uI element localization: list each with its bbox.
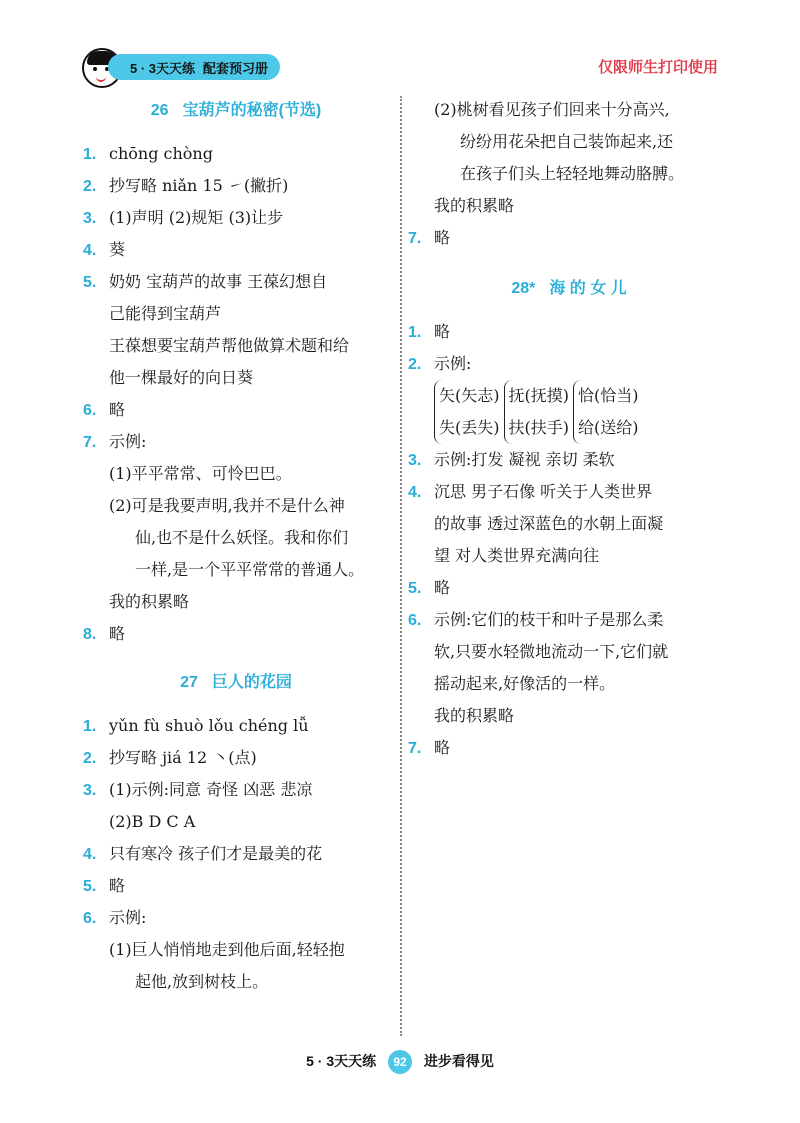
- answer-line: 1. 略: [408, 322, 451, 341]
- answer-line: [408, 126, 730, 158]
- brace-pair: [434, 380, 500, 444]
- header-logo: [68, 44, 368, 90]
- answer-text: yǔn fù shuò lǒu chéng lǚ: [109, 716, 309, 735]
- answer-line: [408, 158, 730, 190]
- pair-word: 扶(扶手): [508, 418, 569, 437]
- answer-text: 他一棵最好的向日葵: [109, 368, 254, 387]
- answer-line: [83, 710, 389, 742]
- pair-word: 恰(恰当): [578, 386, 639, 405]
- answer-text: 抄写略 niǎn 15 ㇀(撇折): [109, 176, 289, 195]
- answer-line: [83, 330, 389, 362]
- answer-text: 沉思 男子石像 听关于人类世界: [434, 482, 653, 501]
- answer-text: (1)平平常常、可怜巴巴。: [109, 464, 292, 483]
- answer-text: 略: [434, 228, 451, 247]
- item-number: 1.: [83, 146, 97, 163]
- badge-title: 5 · 3天天练: [130, 60, 196, 76]
- item-number: 4.: [408, 484, 422, 501]
- answer-line: [83, 490, 389, 522]
- answers-26: [83, 138, 389, 650]
- answer-text: 己能得到宝葫芦: [109, 304, 222, 323]
- answer-text: 略: [109, 876, 126, 895]
- brace-pair: [504, 380, 570, 444]
- character-pairs: [408, 380, 730, 444]
- pair-word: 失(丢失): [439, 418, 500, 437]
- answer-text: 摇动起来,好像活的一样。: [434, 674, 616, 693]
- answer-text: (1)示例:同意 奇怪 凶恶 悲凉: [109, 780, 313, 799]
- answer-text: 略: [434, 738, 451, 757]
- answer-text: 我的积累略: [434, 196, 515, 215]
- item-number: 7.: [408, 740, 422, 757]
- answer-text: 抄写略 jiá 12 ㇔(点): [109, 748, 257, 767]
- answer-text: 葵: [109, 240, 126, 259]
- item-number: 4.: [83, 242, 97, 259]
- answer-line: [408, 636, 730, 668]
- footer-slogan: 进步看得见: [423, 1053, 494, 1069]
- answer-line: [83, 362, 389, 394]
- answer-text: 王葆想要宝葫芦帮他做算术题和给: [109, 336, 350, 355]
- answer-text: 示例:: [109, 432, 147, 451]
- item-number: 6.: [408, 612, 422, 629]
- answer-line: [408, 572, 730, 604]
- answer-line: [83, 774, 389, 806]
- answer-text: 示例:: [109, 908, 147, 927]
- answer-text: 略: [109, 400, 126, 419]
- item-number: 7.: [83, 434, 97, 451]
- series-badge: [108, 54, 280, 80]
- answer-text: 一样,是一个平平常常的普通人。: [135, 560, 365, 579]
- item-number: 6.: [83, 402, 97, 419]
- answer-line: 2. 示例:: [408, 354, 472, 373]
- answer-line: [408, 94, 730, 126]
- item-number: 2.: [83, 750, 97, 767]
- item-number: 1.: [83, 718, 97, 735]
- brace-pair: [573, 380, 639, 444]
- section-title-26: 26 宝葫芦的秘密(节选): [150, 102, 322, 119]
- print-notice: 仅限师生打印使用: [597, 59, 718, 76]
- answer-text: 纷纷用花朵把自己装饰起来,还: [460, 132, 674, 151]
- answer-line: [83, 586, 389, 618]
- answer-line: [83, 202, 389, 234]
- answer-line: [83, 934, 389, 966]
- answer-text: (1)巨人悄悄地走到他后面,轻轻抱: [109, 940, 345, 959]
- answer-text: 的故事 透过深蓝色的水朝上面凝: [434, 514, 664, 533]
- item-number: 5.: [83, 878, 97, 895]
- answer-text: chōng chòng: [109, 144, 213, 163]
- answer-text: 仙,也不是什么妖怪。我和你们: [135, 528, 349, 547]
- answer-line: [408, 476, 730, 508]
- item-number: 6.: [83, 910, 97, 927]
- item-number: 3.: [408, 452, 422, 469]
- left-column: [83, 94, 389, 998]
- answer-line: [83, 522, 389, 554]
- answer-line: [83, 806, 389, 838]
- answer-line: [83, 138, 389, 170]
- answer-line: [83, 394, 389, 426]
- answer-line: [83, 838, 389, 870]
- answer-line: [408, 222, 730, 254]
- answer-line: [408, 700, 730, 732]
- answer-text: 示例:它们的枝干和叶子是那么柔: [434, 610, 664, 629]
- answer-line: [83, 742, 389, 774]
- item-number: 7.: [408, 230, 422, 247]
- item-number: 5.: [408, 580, 422, 597]
- right-column: [408, 94, 730, 764]
- answers-27: [83, 710, 389, 998]
- answer-text: (1)声明 (2)规矩 (3)让步: [109, 208, 284, 227]
- answer-text: (2)B D C A: [109, 812, 196, 831]
- section-title-27: 27 巨人的花园: [180, 674, 292, 691]
- page-number: 92: [388, 1050, 412, 1074]
- section-title-28: 28* 海 的 女 儿: [511, 280, 627, 297]
- answer-text: 起他,放到树枝上。: [135, 972, 269, 991]
- answer-text: 我的积累略: [434, 706, 515, 725]
- answer-line: [83, 902, 389, 934]
- answer-line: [408, 604, 730, 636]
- answer-line: [408, 444, 730, 476]
- pair-word: 矢(矢志): [439, 386, 500, 405]
- item-number: 3.: [83, 782, 97, 799]
- answer-text: 只有寒冷 孩子们才是最美的花: [109, 844, 323, 863]
- pair-word: 给(送给): [578, 418, 639, 437]
- answers-27-continued: [408, 94, 730, 254]
- answer-text: 软,只要水轻微地流动一下,它们就: [434, 642, 669, 661]
- answer-line: [83, 426, 389, 458]
- page-footer: [0, 1050, 800, 1074]
- answer-line: [83, 966, 389, 998]
- answer-text: 我的积累略: [109, 592, 190, 611]
- answer-line: [83, 298, 389, 330]
- answer-line: [83, 170, 389, 202]
- answer-text: 略: [434, 578, 451, 597]
- item-number: 2.: [83, 178, 97, 195]
- answer-text: 在孩子们头上轻轻地舞动胳膊。: [460, 164, 685, 183]
- answer-line: [83, 458, 389, 490]
- footer-brand: 5 · 3天天练: [306, 1053, 377, 1069]
- answer-line: [83, 870, 389, 902]
- answer-text: 望 对人类世界充满向往: [434, 546, 600, 565]
- item-number: 5.: [83, 274, 97, 291]
- answer-line: [83, 234, 389, 266]
- answer-line: [83, 554, 389, 586]
- column-divider: [400, 96, 402, 1036]
- answer-text: 略: [109, 624, 126, 643]
- pair-word: 抚(抚摸): [508, 386, 569, 405]
- answer-line: [83, 618, 389, 650]
- answer-text: 奶奶 宝葫芦的故事 王葆幻想自: [109, 272, 328, 291]
- item-number: 4.: [83, 846, 97, 863]
- answer-line: [83, 266, 389, 298]
- answers-28: [408, 444, 730, 764]
- answer-text: 示例:打发 凝视 亲切 柔软: [434, 450, 615, 469]
- badge-subtitle: 配套预习册: [203, 60, 269, 76]
- answer-line: [408, 540, 730, 572]
- item-number: 3.: [83, 210, 97, 227]
- answer-line: [408, 668, 730, 700]
- answer-line: [408, 732, 730, 764]
- answer-text: (2)可是我要声明,我并不是什么神: [109, 496, 345, 515]
- answer-line: [408, 190, 730, 222]
- item-number: 8.: [83, 626, 97, 643]
- answer-line: [408, 508, 730, 540]
- answer-text: (2)桃树看见孩子们回来十分高兴,: [434, 100, 670, 119]
